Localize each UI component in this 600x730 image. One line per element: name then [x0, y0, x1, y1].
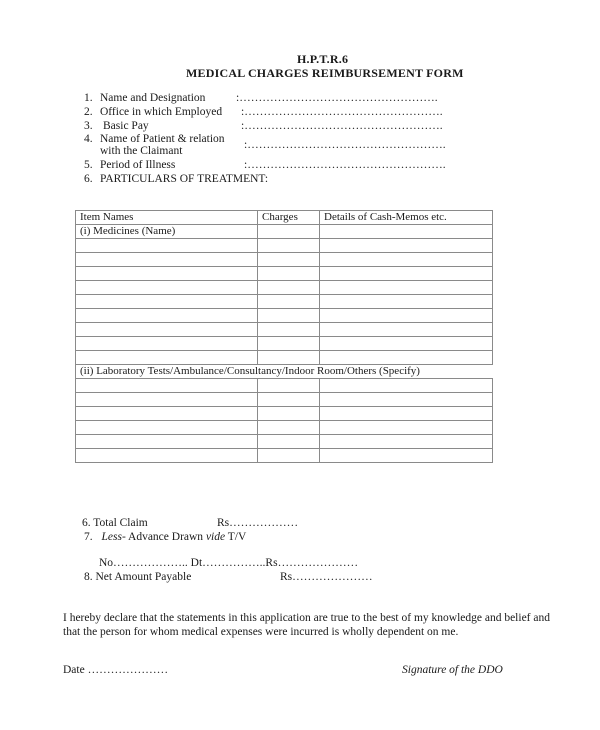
table-cell[interactable]: [76, 295, 258, 309]
field-label-name-designation: Name and Designation: [100, 92, 206, 104]
total-claim-input[interactable]: Rs………………: [217, 517, 299, 529]
table-row[interactable]: [76, 267, 493, 281]
table-cell[interactable]: [320, 281, 493, 295]
table-cell[interactable]: [258, 295, 320, 309]
field-input-period-illness[interactable]: :…………………………………………….: [244, 159, 446, 171]
table-cell[interactable]: [76, 351, 258, 365]
section-label-treatment: PARTICULARS OF TREATMENT:: [100, 173, 269, 185]
table-row[interactable]: [76, 421, 493, 435]
advance-less: Less: [101, 531, 122, 543]
field-number: 4.: [84, 133, 93, 145]
advance-num: 7.: [84, 531, 93, 543]
table-cell[interactable]: [76, 421, 258, 435]
declaration-line-2: that the person for whom medical expenses were incurred is wholly dependent on me.: [63, 626, 459, 638]
table-cell[interactable]: [320, 239, 493, 253]
table-row[interactable]: [76, 407, 493, 421]
field-number: 3.: [84, 120, 93, 132]
field-number: 6.: [84, 173, 93, 185]
table-cell[interactable]: [76, 253, 258, 267]
advance-vide: vide: [205, 531, 226, 543]
date-field[interactable]: Date …………………: [63, 664, 169, 676]
table-row[interactable]: [76, 379, 493, 393]
table-cell[interactable]: [320, 295, 493, 309]
table-row[interactable]: [76, 351, 493, 365]
table-cell[interactable]: [258, 323, 320, 337]
table-cell[interactable]: [258, 267, 320, 281]
table-section-row: [76, 225, 493, 239]
table-row[interactable]: [76, 393, 493, 407]
field-label-basic-pay: Basic Pay: [103, 120, 149, 132]
table-row[interactable]: [76, 309, 493, 323]
table-cell[interactable]: [258, 281, 320, 295]
table-row[interactable]: [76, 295, 493, 309]
table-cell[interactable]: [76, 337, 258, 351]
field-label-patient: Name of Patient & relation: [100, 133, 225, 145]
column-header-item-names: Item Names: [76, 211, 258, 225]
table-cell[interactable]: [258, 239, 320, 253]
advance-tv: T/V: [227, 531, 247, 543]
total-claim-label: 6. Total Claim: [82, 517, 148, 529]
table-cell[interactable]: [320, 393, 493, 407]
table-row[interactable]: [76, 337, 493, 351]
signature-ddo: Signature of the DDO: [402, 664, 503, 676]
table-section-row: [76, 365, 493, 379]
table-cell[interactable]: [320, 309, 493, 323]
field-number: 2.: [84, 106, 93, 118]
field-input-basic-pay[interactable]: :…………………………………………….: [241, 120, 443, 132]
column-header-charges: Charges: [258, 211, 320, 225]
table-cell[interactable]: [320, 421, 493, 435]
table-cell[interactable]: [258, 435, 320, 449]
treatment-table: [75, 210, 493, 463]
field-label-period-illness: Period of Illness: [100, 159, 176, 171]
form-title: MEDICAL CHARGES REIMBURSEMENT FORM: [186, 66, 464, 80]
table-cell[interactable]: [258, 337, 320, 351]
field-number: 5.: [84, 159, 93, 171]
table-cell[interactable]: [76, 407, 258, 421]
field-label-patient-line2: with the Claimant: [100, 145, 183, 157]
table-cell[interactable]: [76, 281, 258, 295]
table-cell[interactable]: [76, 267, 258, 281]
table-cell[interactable]: [320, 379, 493, 393]
table-cell[interactable]: [76, 379, 258, 393]
form-code: H.P.T.R.6: [297, 52, 349, 66]
table-cell[interactable]: [320, 267, 493, 281]
table-cell[interactable]: [76, 435, 258, 449]
field-label-office: Office in which Employed: [100, 106, 223, 118]
table-row[interactable]: [76, 281, 493, 295]
table-cell[interactable]: [320, 407, 493, 421]
section-medicines: (i) Medicines (Name): [76, 225, 258, 239]
table-row[interactable]: [76, 239, 493, 253]
table-header-row: [76, 211, 493, 225]
table-row[interactable]: [76, 449, 493, 463]
net-amount-input[interactable]: Rs…………………: [280, 571, 373, 583]
table-cell[interactable]: [258, 393, 320, 407]
table-cell[interactable]: [258, 379, 320, 393]
table-cell[interactable]: [76, 323, 258, 337]
column-header-details: Details of Cash-Memos etc.: [320, 211, 493, 225]
table-cell[interactable]: [258, 253, 320, 267]
table-cell[interactable]: [76, 449, 258, 463]
advance-details-input[interactable]: No……………….. Dt……………..Rs…………………: [99, 557, 359, 569]
section-lab-tests: (ii) Laboratory Tests/Ambulance/Consultancy/Indoor Room/Others (Specify): [76, 365, 493, 379]
table-cell[interactable]: [76, 393, 258, 407]
table-cell[interactable]: [320, 449, 493, 463]
table-cell[interactable]: [258, 309, 320, 323]
table-cell[interactable]: [258, 351, 320, 365]
field-input-patient[interactable]: :…………………………………………….: [244, 139, 446, 151]
table-row[interactable]: [76, 435, 493, 449]
table-cell[interactable]: [258, 421, 320, 435]
advance-number: [84, 531, 246, 544]
table-row[interactable]: [76, 253, 493, 267]
net-amount-label: 8. Net Amount Payable: [84, 571, 192, 583]
advance-text: - Advance Drawn: [121, 531, 204, 543]
table-cell[interactable]: [320, 351, 493, 365]
table-cell[interactable]: [320, 253, 493, 267]
table-cell[interactable]: [258, 407, 320, 421]
field-input-name-designation[interactable]: :…………………………………………….: [236, 92, 438, 104]
table-row[interactable]: [76, 323, 493, 337]
field-input-office[interactable]: :…………………………………………….: [241, 106, 443, 118]
field-number: 1.: [84, 92, 93, 104]
table-cell[interactable]: [320, 323, 493, 337]
table-cell[interactable]: [320, 435, 493, 449]
table-cell[interactable]: [258, 225, 320, 239]
table-cell[interactable]: [258, 449, 320, 463]
declaration-line-1: I hereby declare that the statements in this application are true to the best of my knowledge and belief and: [63, 612, 550, 624]
table-cell[interactable]: [320, 225, 493, 239]
table-cell[interactable]: [76, 309, 258, 323]
table-cell[interactable]: [76, 239, 258, 253]
table-cell[interactable]: [320, 337, 493, 351]
